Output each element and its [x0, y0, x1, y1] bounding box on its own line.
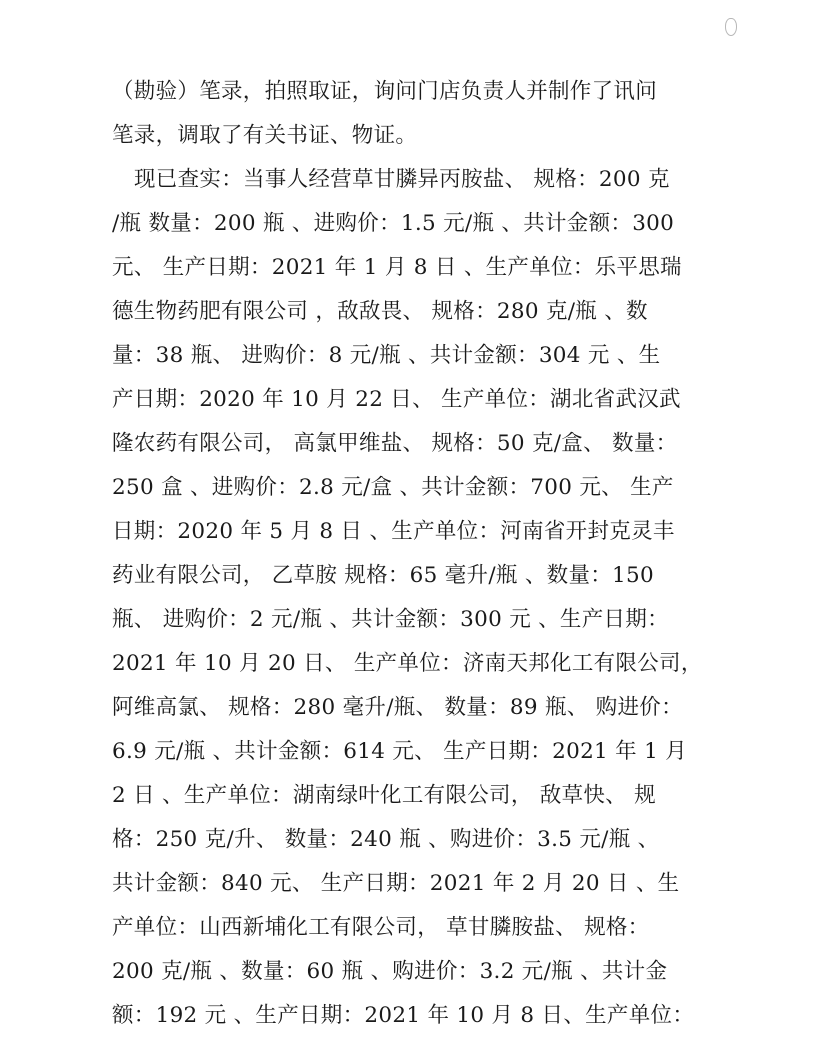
text-line: 额：192 元 、生产日期：2021 年 10 月 8 日、生产单位： — [112, 1003, 695, 1028]
text-line: 2021 年 10 月 20 日、 生产单位：济南天邦化工有限公司， — [112, 651, 703, 676]
text-line: /瓶 数量：200 瓶 、进购价：1.5 元/瓶 、共计金额：300 — [112, 211, 675, 236]
text-line: 产单位：山西新埔化工有限公司， 草甘膦胺盐、 规格： — [112, 915, 650, 940]
text-line: （勘验）笔录，拍照取证，询问门店负责人并制作了讯问 — [112, 79, 658, 104]
text-line: 药业有限公司， 乙草胺 规格：65 毫升/瓶 、数量：150 — [112, 563, 654, 588]
text-line: 2 日 、生产单位：湖南绿叶化工有限公司， 敌草快、 规 — [112, 783, 656, 808]
text-line: 共计金额：840 元、 生产日期：2021 年 2 月 20 日 、生 — [112, 871, 680, 896]
text-line: 瓶、 进购价：2 元/瓶 、共计金额：300 元 、生产日期： — [112, 607, 669, 632]
text-line: 德生物药肥有限公司 ，敌敌畏、 规格：280 克/瓶 、数 — [112, 299, 648, 324]
text-line: 隆农药有限公司， 高氯甲维盐、 规格：50 克/盒、 数量： — [112, 431, 678, 456]
text-line: 现已查实：当事人经营草甘膦异丙胺盐、 规格：200 克 — [134, 167, 670, 192]
body-text — [112, 70, 703, 1038]
text-line: 6.9 元/瓶 、共计金额：614 元、 生产日期：2021 年 1 月 — [112, 739, 688, 764]
text-line: 格：250 克/升、 数量：240 瓶 、购进价：3.5 元/瓶 、 — [112, 827, 660, 852]
text-line: 阿维高氯、 规格：280 毫升/瓶、 数量：89 瓶、 购进价： — [112, 695, 683, 720]
text-line: 200 克/瓶 、数量：60 瓶 、购进价：3.2 元/瓶 、共计金 — [112, 959, 668, 984]
text-line: 产日期：2020 年 10 月 22 日、 生产单位：湖北省武汉武 — [112, 387, 681, 412]
text-line: 250 盒 、进购价：2.8 元/盒 、共计金额：700 元、 生产 — [112, 475, 674, 500]
scan-mark-icon — [725, 18, 737, 36]
text-line: 笔录，调取了有关书证、物证。 — [112, 123, 418, 148]
text-line: 日期：2020 年 5 月 8 日 、生产单位：河南省开封克灵丰 — [112, 519, 675, 544]
text-line: 量：38 瓶、 进购价：8 元/瓶 、共计金额：304 元 、生 — [112, 343, 661, 368]
text-line: 元、 生产日期：2021 年 1 月 8 日 、生产单位：乐平思瑞 — [112, 255, 682, 280]
